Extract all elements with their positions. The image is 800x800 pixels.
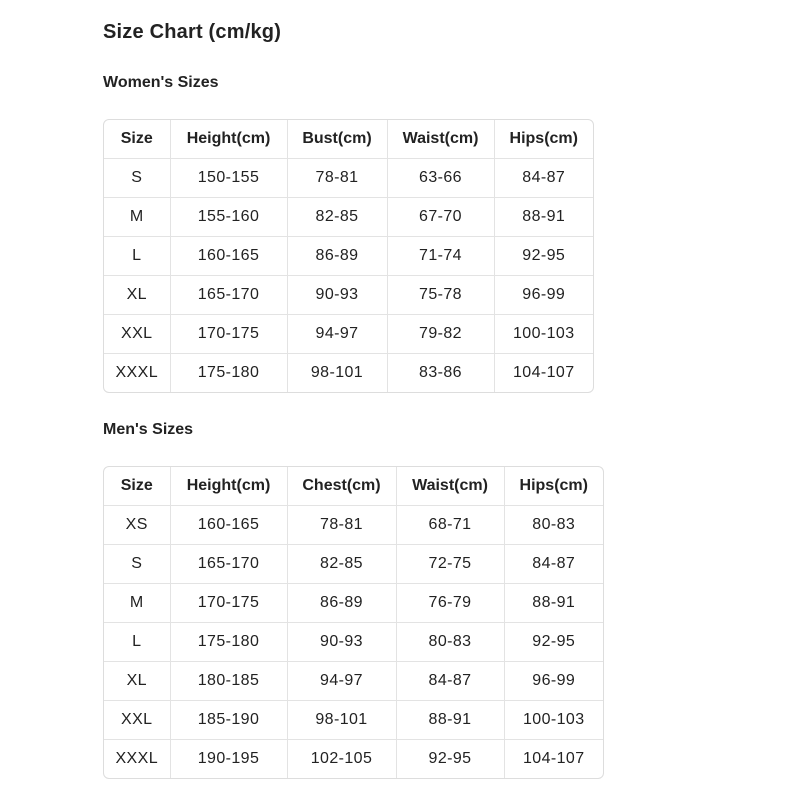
column-header-size: Size [104,120,170,159]
waist-cell: 88-91 [396,701,504,740]
height-cell: 170-175 [170,584,287,623]
hips-cell: 88-91 [504,584,603,623]
table-row [104,506,603,545]
bust-cell: 90-93 [287,276,387,315]
hips-cell: 80-83 [504,506,603,545]
height-cell: 155-160 [170,198,287,237]
column-header-waist: Waist(cm) [396,467,504,506]
table-row [104,159,593,198]
chest-cell: 78-81 [287,506,396,545]
table-header-row [104,467,603,506]
chest-cell: 102-105 [287,740,396,779]
hips-cell: 96-99 [494,276,593,315]
height-cell: 165-170 [170,276,287,315]
men-size-table [103,466,604,779]
size-cell: S [104,545,170,584]
hips-cell: 104-107 [522,750,585,767]
height-cell: 160-165 [170,506,287,545]
column-header-bust: Bust(cm) [287,120,387,159]
waist-cell: 79-82 [387,315,494,354]
table-row [104,740,603,779]
size-cell: L [104,237,170,276]
waist-cell: 76-79 [396,584,504,623]
table-row [104,276,593,315]
waist-cell: 63-66 [387,159,494,198]
women-sizes-title: Women's Sizes [103,74,219,91]
height-cell: 170-175 [170,315,287,354]
waist-cell: 68-71 [396,506,504,545]
table-row [104,701,603,740]
height-cell: 160-165 [170,237,287,276]
size-cell: M [104,584,170,623]
bust-cell: 82-85 [287,198,387,237]
hips-cell: 92-95 [494,237,593,276]
waist-cell: 75-78 [387,276,494,315]
chest-cell: 86-89 [287,584,396,623]
size-cell: XS [104,506,170,545]
hips-cell: 104-107 [512,364,575,381]
hips-cell: 88-91 [494,198,593,237]
size-cell: XXXL [104,740,170,779]
hips-cell: 100-103 [494,315,593,354]
size-cell: L [104,623,170,662]
chest-cell: 98-101 [287,701,396,740]
chest-cell: 90-93 [287,623,396,662]
men-sizes-title: Men's Sizes [103,421,194,438]
table-row [104,354,593,393]
table-row [104,545,603,584]
column-header-chest: Chest(cm) [287,467,396,506]
chest-cell: 94-97 [287,662,396,701]
table-row [104,662,603,701]
waist-cell: 67-70 [387,198,494,237]
size-cell: XXL [104,315,170,354]
height-cell: 175-180 [170,623,287,662]
bust-cell: 94-97 [287,315,387,354]
height-cell: 165-170 [170,545,287,584]
column-header-hips: Hips(cm) [504,467,603,506]
bust-cell: 98-101 [287,354,387,393]
size-cell: M [104,198,170,237]
waist-cell: 80-83 [396,623,504,662]
table-row [104,584,603,623]
waist-cell: 72-75 [396,545,504,584]
hips-cell: 84-87 [494,159,593,198]
hips-cell: 92-95 [504,623,603,662]
size-cell: S [104,159,170,198]
chest-cell: 82-85 [287,545,396,584]
height-cell: 185-190 [170,701,287,740]
waist-cell: 84-87 [396,662,504,701]
waist-cell: 92-95 [396,740,504,779]
column-header-size: Size [104,467,170,506]
table-row [104,315,593,354]
hips-cell: 84-87 [504,545,603,584]
column-header-hips: Hips(cm) [494,120,593,159]
table-header-row [104,120,593,159]
size-cell: XXL [104,701,170,740]
size-cell: XXXL [104,354,170,393]
column-header-waist: Waist(cm) [387,120,494,159]
bust-cell: 86-89 [287,237,387,276]
height-cell: 190-195 [170,740,287,779]
height-cell: 150-155 [170,159,287,198]
waist-cell: 71-74 [387,237,494,276]
bust-cell: 78-81 [287,159,387,198]
hips-cell: 100-103 [504,701,603,740]
waist-cell: 83-86 [387,354,494,393]
hips-cell: 96-99 [504,662,603,701]
column-header-height: Height(cm) [170,467,287,506]
height-cell: 175-180 [170,354,287,393]
size-cell: XL [104,662,170,701]
column-header-height: Height(cm) [170,120,287,159]
table-row [104,198,593,237]
size-cell: XL [104,276,170,315]
table-row [104,623,603,662]
women-size-table [103,119,594,393]
table-row [104,237,593,276]
page-title: Size Chart (cm/kg) [103,21,282,43]
height-cell: 180-185 [170,662,287,701]
